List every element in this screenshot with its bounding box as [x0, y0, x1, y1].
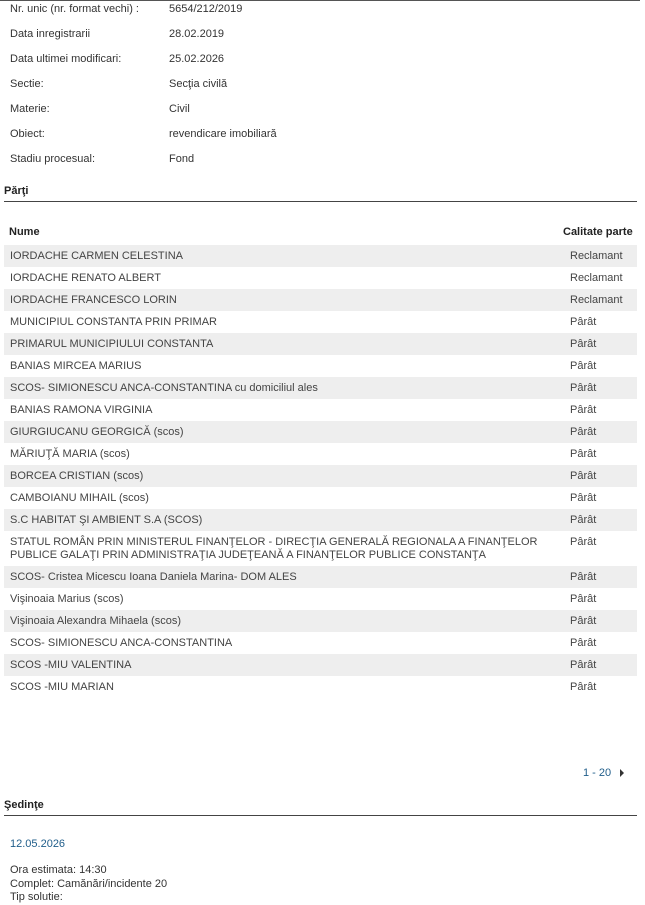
table-row — [4, 465, 637, 487]
table-row — [4, 377, 637, 399]
table-row — [4, 632, 637, 654]
sedinte-divider — [4, 815, 637, 816]
table-row — [4, 311, 637, 333]
party-name: Vişinoaia Marius (scos) — [4, 588, 564, 610]
party-role: Pârât — [564, 377, 637, 399]
detail-value: 28.02.2019 — [169, 28, 225, 40]
detail-value: Fond — [169, 153, 195, 165]
party-role: Pârât — [564, 610, 637, 632]
column-header-nume: Nume — [9, 226, 40, 238]
detail-value: Secţia civilă — [169, 78, 228, 90]
table-row — [4, 245, 637, 267]
sedinta-date-link[interactable]: 12.05.2026 — [10, 838, 66, 850]
party-name: MĂRIUŢĂ MARIA (scos) — [4, 443, 564, 465]
party-role: Pârât — [564, 487, 637, 509]
party-name: BORCEA CRISTIAN (scos) — [4, 465, 564, 487]
detail-label: Data ultimei modificari: — [10, 53, 122, 65]
sedinta-complet: Complet: Camănări/incidente 20 — [10, 878, 168, 890]
party-role: Pârât — [564, 421, 637, 443]
parti-title: Părţi — [4, 185, 29, 197]
table-row — [4, 676, 637, 698]
party-role: Pârât — [564, 311, 637, 333]
sedinta-ora: Ora estimata: 14:30 — [10, 864, 107, 876]
table-row — [4, 531, 637, 566]
table-row — [4, 333, 637, 355]
table-row — [4, 355, 637, 377]
parti-divider — [4, 201, 637, 202]
table-row — [4, 610, 637, 632]
party-role: Reclamant — [564, 289, 637, 311]
party-role: Reclamant — [564, 245, 637, 267]
table-row — [4, 588, 637, 610]
party-role: Pârât — [564, 443, 637, 465]
party-role: Pârât — [564, 399, 637, 421]
table-row — [4, 566, 637, 588]
table-row — [4, 399, 637, 421]
party-name: IORDACHE CARMEN CELESTINA — [4, 245, 564, 267]
detail-label: Nr. unic (nr. format vechi) : — [10, 3, 139, 15]
party-role: Pârât — [564, 654, 637, 676]
table-row — [4, 654, 637, 676]
party-name: SCOS- SIMIONESCU ANCA-CONSTANTINA — [4, 632, 564, 654]
party-name: IORDACHE RENATO ALBERT — [4, 267, 564, 289]
column-header-calitate: Calitate parte — [563, 226, 633, 238]
party-role: Pârât — [564, 566, 637, 588]
table-row — [4, 509, 637, 531]
party-name: SCOS -MIU VALENTINA — [4, 654, 564, 676]
sedinta-tip-solutie: Tip solutie: — [10, 891, 63, 903]
party-name: BANIAS RAMONA VIRGINIA — [4, 399, 564, 421]
parti-table — [4, 245, 637, 698]
party-role: Pârât — [564, 676, 637, 698]
pager-range[interactable]: 1 - 20 — [583, 767, 612, 779]
party-name: SCOS -MIU MARIAN — [4, 676, 564, 698]
party-role: Pârât — [564, 509, 637, 531]
detail-label: Sectie: — [10, 78, 44, 90]
party-role: Reclamant — [564, 267, 637, 289]
sedinte-title: Şedinţe — [4, 799, 44, 811]
table-row — [4, 487, 637, 509]
table-row — [4, 267, 637, 289]
party-name: SCOS- SIMIONESCU ANCA-CONSTANTINA cu domiciliul ales — [4, 377, 564, 399]
detail-value: 25.02.2026 — [169, 53, 225, 65]
party-name: SCOS- Cristea Micescu Ioana Daniela Marina- DOM ALES — [4, 566, 564, 588]
party-name: STATUL ROMÂN PRIN MINISTERUL FINANŢELOR - DIRECŢIA GENERALĂ REGIONALA A FINANŢELOR PUBLICE GALAŢI PRIN ADMINISTRAŢIA JUDEŢEANĂ A FINANŢELOR PUBLICE CONSTANŢA — [4, 531, 564, 566]
detail-value: revendicare imobiliară — [169, 128, 277, 140]
party-role: Pârât — [564, 531, 637, 566]
detail-label: Stadiu procesual: — [10, 153, 95, 165]
party-name: BANIAS MIRCEA MARIUS — [4, 355, 564, 377]
party-role: Pârât — [564, 632, 637, 654]
detail-value: 5654/212/2019 — [169, 3, 243, 15]
party-name: Vişinoaia Alexandra Mihaela (scos) — [4, 610, 564, 632]
party-role: Pârât — [564, 333, 637, 355]
detail-label: Obiect: — [10, 128, 45, 140]
party-name: PRIMARUL MUNICIPIULUI CONSTANTA — [4, 333, 564, 355]
party-role: Pârât — [564, 588, 637, 610]
party-name: MUNICIPIUL CONSTANTA PRIN PRIMAR — [4, 311, 564, 333]
table-row — [4, 289, 637, 311]
party-name: IORDACHE FRANCESCO LORIN — [4, 289, 564, 311]
party-role: Pârât — [564, 355, 637, 377]
table-row — [4, 443, 637, 465]
party-name: S.C HABITAT ŞI AMBIENT S.A (SCOS) — [4, 509, 564, 531]
detail-label: Materie: — [10, 103, 50, 115]
party-name: GIURGIUCANU GEORGICĂ (scos) — [4, 421, 564, 443]
next-page-arrow-icon[interactable] — [620, 769, 624, 777]
party-role: Pârât — [564, 465, 637, 487]
party-name: CAMBOIANU MIHAIL (scos) — [4, 487, 564, 509]
table-row — [4, 421, 637, 443]
detail-label: Data inregistrarii — [10, 28, 91, 40]
detail-value: Civil — [169, 103, 190, 115]
